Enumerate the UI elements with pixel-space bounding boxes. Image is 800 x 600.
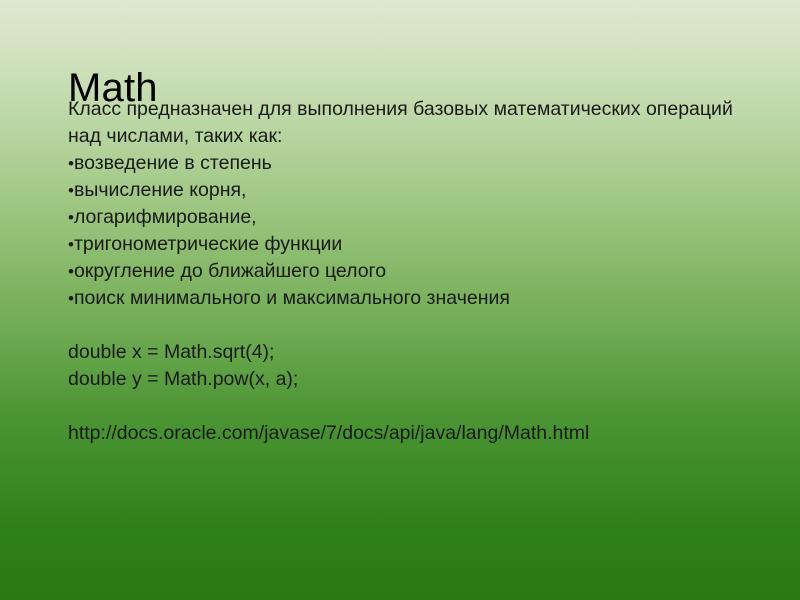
bullet-dot: • [68,154,74,173]
list-item [68,177,768,204]
list-item [68,231,768,258]
bullet-dot: • [68,208,74,227]
code-line: double y = Math.pow(x, a); [68,368,299,390]
list-item [68,150,768,177]
list-item-label: возведение в степень [73,152,272,174]
page-title: Math [68,65,158,110]
list-item [68,285,768,312]
spacer [68,312,768,339]
list-item-label: округление до ближайшего целого [73,260,387,282]
bullet-dot: • [68,262,74,281]
list-item [68,258,768,285]
bullet-dot: • [68,289,74,308]
documentation-link[interactable]: http://docs.oracle.com/javase/7/docs/api/java/lang/Math.html [68,422,590,444]
bullet-dot: • [68,181,74,200]
list-item [68,204,768,231]
slide-body [68,96,768,447]
code-line: double x = Math.sqrt(4); [68,341,275,363]
intro-paragraph: Класс предназначен для выполнения базовых математических операций над числами, таких как: [68,98,739,147]
list-item-label: вычисление корня, [73,179,247,201]
list-item-label: поиск минимального и максимального значения [73,287,510,309]
bullet-dot: • [68,235,74,254]
list-item-label: логарифмирование, [73,206,257,228]
spacer [68,393,768,420]
list-item-label: тригонометрические функции [73,233,343,255]
